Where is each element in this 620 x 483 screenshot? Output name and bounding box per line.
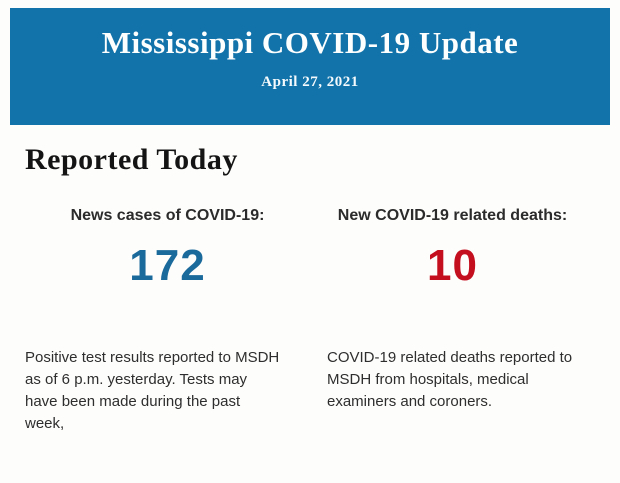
descriptions-row [25, 347, 595, 435]
stats-row [25, 207, 595, 291]
new-deaths-description: COVID-19 related deaths reported to MSDH from hospitals, medical examiners and coroners. [327, 349, 573, 410]
header-banner [10, 8, 610, 125]
newsletter-date: April 27, 2021 [261, 74, 359, 90]
new-deaths-description-col [310, 347, 595, 435]
stat-new-cases [25, 207, 310, 291]
newsletter-title: Mississippi COVID-19 Update [101, 25, 519, 60]
new-cases-value: 172 [129, 241, 206, 290]
content-area [0, 125, 620, 435]
new-cases-label: News cases of COVID-19: [70, 207, 265, 224]
new-cases-description-col [25, 347, 310, 435]
new-deaths-label: New COVID-19 related deaths: [337, 207, 568, 224]
stat-new-deaths [310, 207, 595, 291]
new-deaths-value: 10 [427, 241, 478, 290]
section-title: Reported Today [25, 143, 238, 176]
new-cases-description: Positive test results reported to MSDH as of 6 p.m. yesterday. Tests may have been made during the past week, [25, 349, 280, 432]
